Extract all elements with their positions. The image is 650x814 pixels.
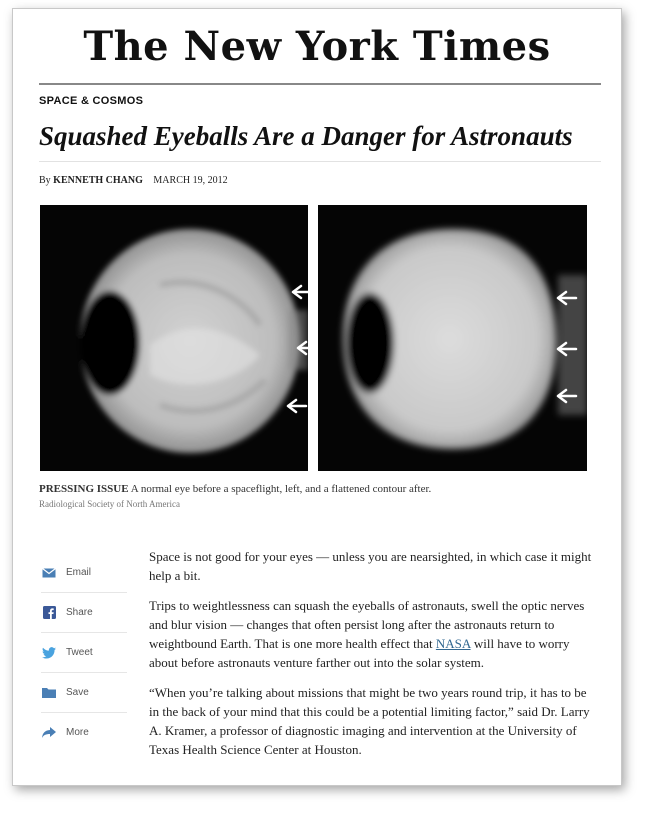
- paragraph-2-text-start: Trips to weightlessness can squash the eyeballs of astronauts, swell the optic nerves and blur vision — changes that often persist long after the astronauts return to weightbound Earth. That is one more health effect that: [149, 598, 585, 651]
- share-email-button[interactable]: [41, 553, 127, 593]
- mri-flattened-eye-image: [318, 205, 587, 471]
- share-facebook-label: Share: [66, 607, 93, 618]
- envelope-icon: [41, 566, 57, 580]
- article-page: [12, 8, 622, 786]
- folder-icon: [41, 686, 57, 700]
- masthead-divider: [39, 83, 601, 85]
- image-caption: [39, 483, 599, 495]
- share-arrow-icon: [41, 726, 57, 740]
- share-facebook-button[interactable]: [41, 593, 127, 633]
- share-email-label: Email: [66, 567, 92, 578]
- image-credit: Radiological Society of North America: [39, 499, 180, 509]
- more-share-options-button[interactable]: [41, 713, 127, 752]
- caption-text: A normal eye before a spaceflight, left, and a flattened contour after.: [130, 483, 432, 495]
- paragraph-2-text-end: will have to worry about before astronauts venture farther out into the solar system.: [149, 636, 570, 670]
- nasa-link[interactable]: NASA: [435, 636, 471, 651]
- headline-divider: [39, 161, 601, 162]
- save-label: Save: [66, 687, 89, 698]
- paragraph-3: “When you’re talking about missions that might be two years round trip, it has to be in the back of your mind that this could be a potential limiting factor,” said Dr. Larry A. Kramer, a professor of diagnostic imaging and intervention at the University of Texas Health Science Center at Houston.: [149, 685, 590, 757]
- paragraph-2: [149, 596, 599, 672]
- facebook-icon: [41, 606, 57, 620]
- byline: [39, 175, 228, 186]
- byline-author[interactable]: KENNETH CHANG: [53, 175, 143, 186]
- more-label: More: [66, 727, 89, 738]
- save-article-button[interactable]: [41, 673, 127, 713]
- paragraph-1: Space is not good for your eyes — unless you are nearsighted, in which case it might help a bit.: [149, 549, 592, 583]
- share-twitter-button[interactable]: [41, 633, 127, 673]
- nyt-masthead-logo[interactable]: The New York Times: [83, 23, 551, 70]
- article-headline: Squashed Eyeballs Are a Danger for Astronauts: [39, 121, 573, 151]
- byline-date: MARCH 19, 2012: [153, 175, 228, 186]
- caption-kicker: PRESSING ISSUE: [39, 483, 129, 495]
- article-body: [149, 547, 599, 770]
- section-label[interactable]: SPACE & COSMOS: [39, 95, 144, 107]
- mri-normal-eye-image: [40, 205, 308, 471]
- share-tools: [41, 553, 127, 752]
- share-twitter-label: Tweet: [66, 647, 93, 658]
- byline-prefix: By: [39, 175, 51, 186]
- twitter-bird-icon: [41, 646, 57, 660]
